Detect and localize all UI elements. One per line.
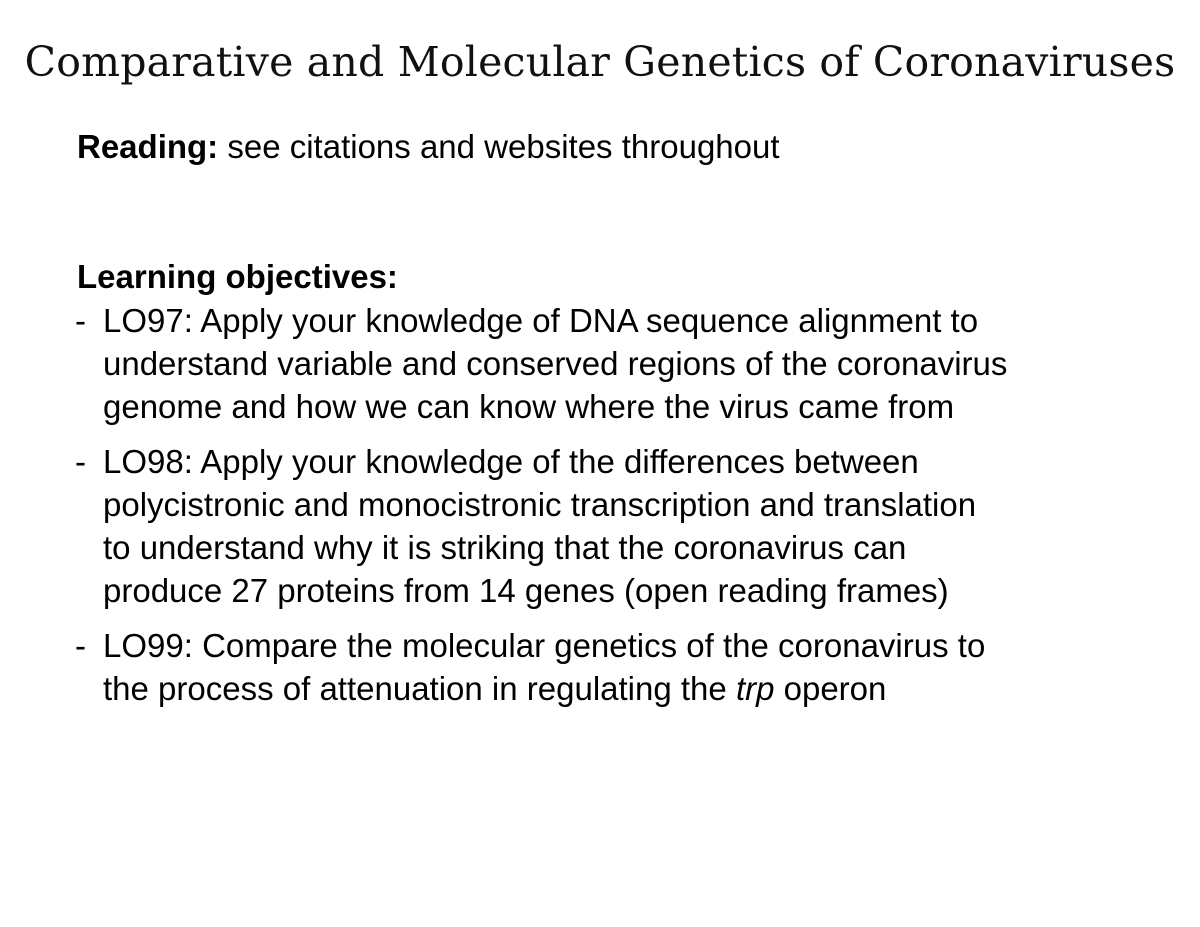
reading-line <box>77 126 780 168</box>
bullet-dash: - <box>75 302 86 339</box>
objective-line: understand variable and conserved regions of the coronavirus <box>103 345 1008 382</box>
learning-objectives-heading: Learning objectives: <box>77 258 398 295</box>
slide-title: Comparative and Molecular Genetics of Coronaviruses <box>24 38 1176 86</box>
objective-line: to understand why it is striking that the coronavirus can <box>103 529 907 566</box>
objective-line <box>103 667 1177 710</box>
objective-text: operon <box>774 670 887 707</box>
objective-line: produce 27 proteins from 14 genes (open reading frames) <box>103 572 949 609</box>
objective-line: LO99: Compare the molecular genetics of the coronavirus to <box>103 627 986 664</box>
objective-line: polycistronic and monocistronic transcription and translation <box>103 486 977 523</box>
objective-line: LO98: Apply your knowledge of the differences between <box>103 443 919 480</box>
objective-text: the process of attenuation in regulating the <box>103 670 736 707</box>
bullet-dash: - <box>75 627 86 664</box>
objective-lo97 <box>77 299 1177 428</box>
objective-line: genome and how we can know where the virus came from <box>103 388 955 425</box>
objective-lo99 <box>77 624 1177 710</box>
objective-line: LO97: Apply your knowledge of DNA sequence alignment to <box>103 302 979 339</box>
learning-objectives-list <box>77 299 1177 722</box>
gene-name-trp: trp <box>735 670 775 707</box>
reading-text: see citations and websites throughout <box>218 128 780 165</box>
reading-label: Reading: <box>77 128 219 165</box>
bullet-dash: - <box>75 443 86 480</box>
objective-lo98 <box>77 440 1177 612</box>
